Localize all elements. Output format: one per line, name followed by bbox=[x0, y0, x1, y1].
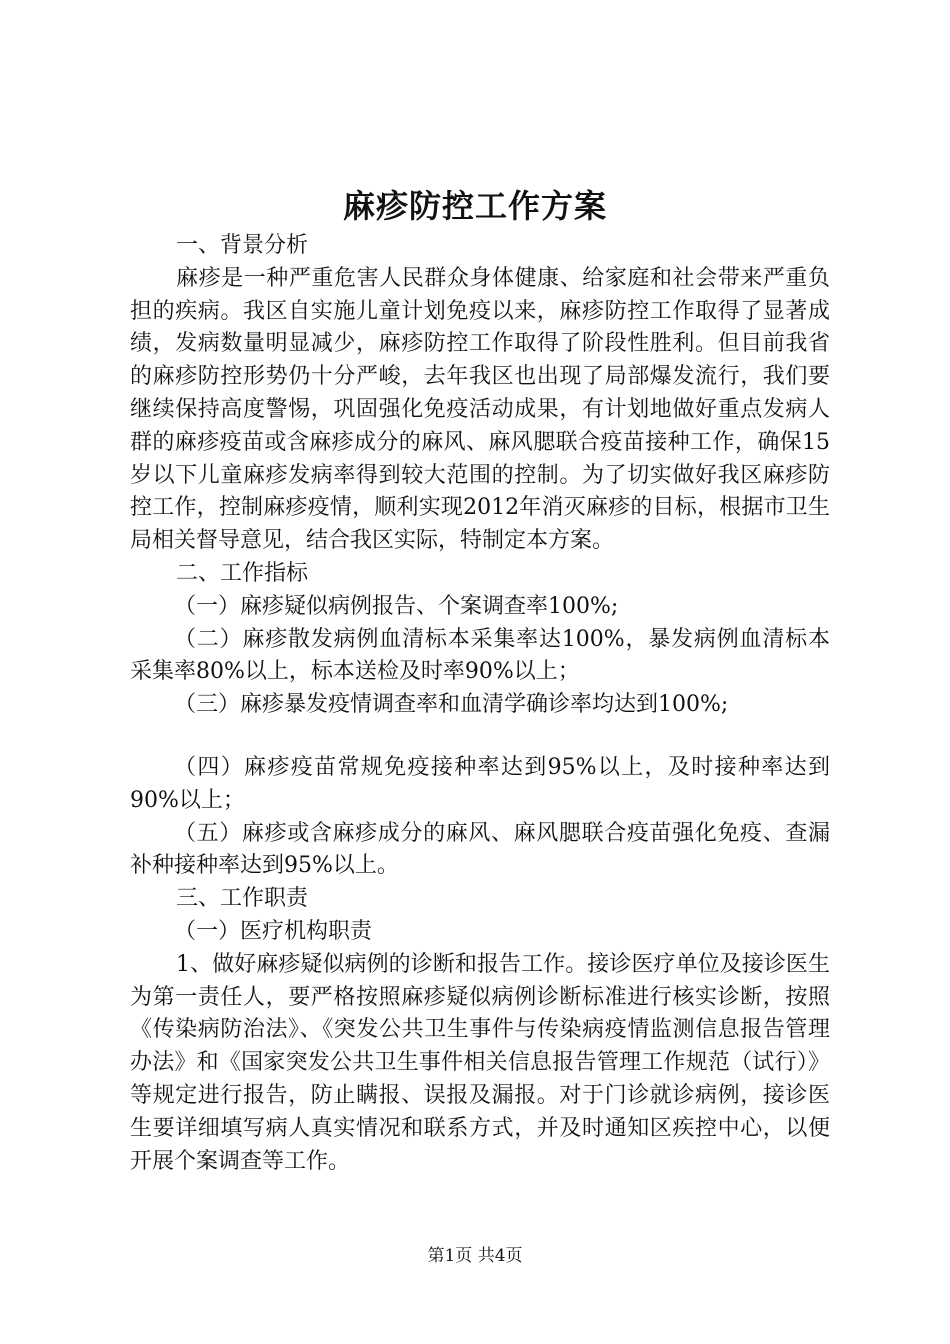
page-title: 麻疹防控工作方案 bbox=[342, 187, 607, 225]
target-item-5: （五）麻疹或含麻疹成分的麻风、麻风腮联合疫苗强化免疫、查漏补种接种率达到95%以上。 bbox=[130, 820, 830, 879]
target-item-2: （二）麻疹散发病例血清标本采集率达100%，暴发病例血清标本采集率80%以上，标本送检及时率90%以上； bbox=[130, 626, 830, 685]
document-body bbox=[130, 230, 830, 1178]
page-number: 第1页 共4页 bbox=[427, 1246, 523, 1266]
target-item-4: （四）麻疹疫苗常规免疫接种率达到95%以上，及时接种率达到90%以上； bbox=[130, 754, 830, 813]
subsection-heading-medical: （一）医疗机构职责 bbox=[174, 918, 373, 944]
section-heading-targets: 二、工作指标 bbox=[176, 560, 309, 586]
paragraph-diagnosis-report: 1、做好麻疹疑似病例的诊断和报告工作。接诊医疗单位及接诊医生为第一责任人，要严格按照麻疹疑似病例诊断标准进行核实诊断，按照《传染病防治法》、《突发公共卫生事件与传染病疫情监测信息报告管理办法》和《国家突发公共卫生事件相关信息报告管理工作规范（试行）》等规定进行报告，防止瞒报、误报及漏报。对于门诊就诊病例，接诊医生要详细填写病人真实情况和联系方式，并及时通知区疾控中心，以便开展个案调查等工作。 bbox=[130, 951, 830, 1174]
paragraph-background: 麻疹是一种严重危害人民群众身体健康、给家庭和社会带来严重负担的疾病。我区自实施儿童计划免疫以来，麻疹防控工作取得了显著成绩，发病数量明显减少，麻疹防控工作取得了阶段性胜利。但目前我省的麻疹防控形势仍十分严峻，去年我区也出现了局部爆发流行，我们要继续保持高度警惕，巩固强化免疫活动成果，有计划地做好重点发病人群的麻疹疫苗或含麻疹成分的麻风、麻风腮联合疫苗接种工作，确保15岁以下儿童麻疹发病率得到较大范围的控制。为了切实做好我区麻疹防控工作，控制麻疹疫情，顺利实现2012年消灭麻疹的目标，根据市卫生局相关督导意见，结合我区实际，特制定本方案。 bbox=[130, 265, 830, 554]
section-heading-background: 一、背景分析 bbox=[176, 233, 309, 258]
target-item-3: （三）麻疹暴发疫情调查率和血清学确诊率均达到100%; bbox=[174, 692, 729, 718]
target-item-1: （一）麻疹疑似病例报告、个案调查率100%; bbox=[174, 593, 619, 619]
section-heading-duties: 三、工作职责 bbox=[176, 886, 309, 912]
